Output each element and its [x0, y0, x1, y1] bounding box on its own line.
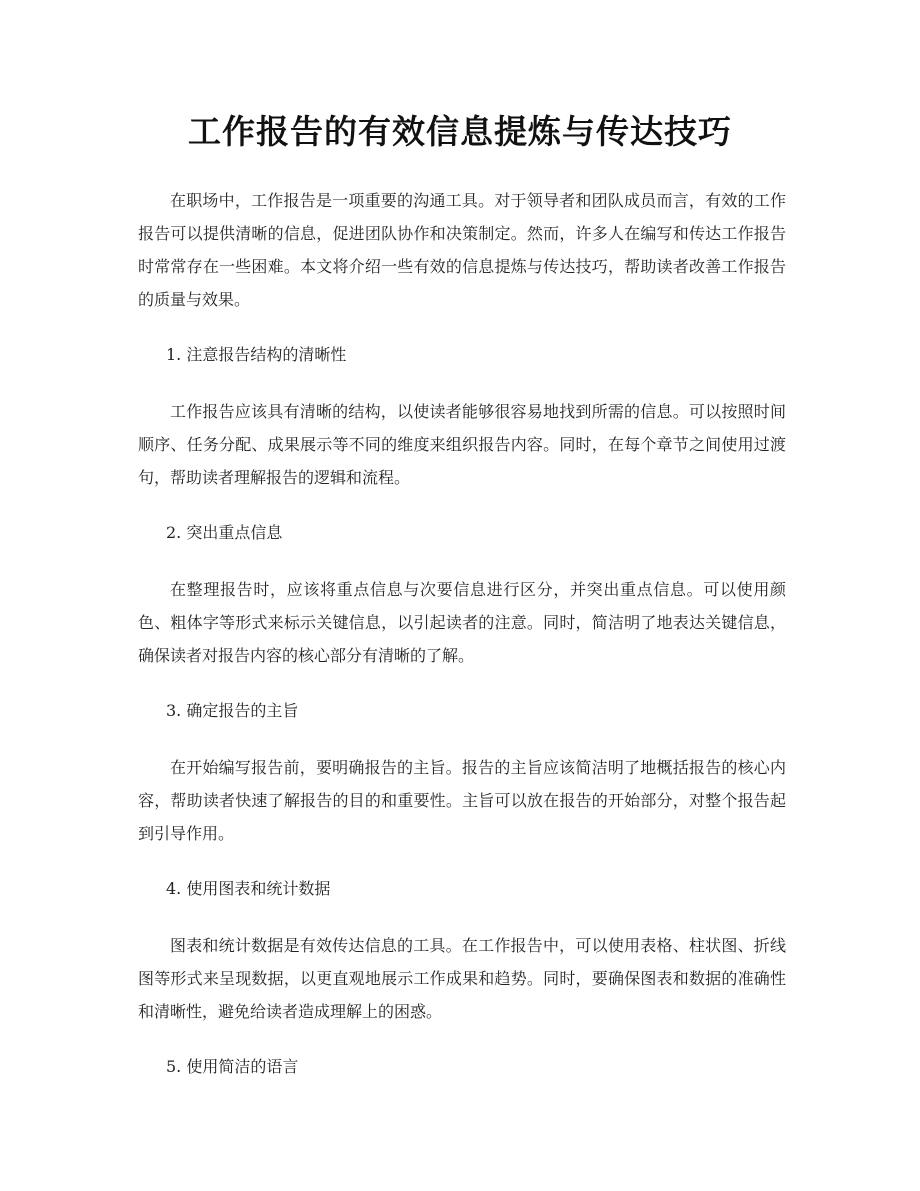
document-body [138, 184, 786, 1107]
section-heading-3: 3. 确定报告的主旨 [166, 701, 299, 720]
intro-paragraph: 在职场中，工作报告是一项重要的沟通工具。对于领导者和团队成员而言，有效的工作报告可以提供清晰的信息，促进团队协作和决策制定。然而，许多人在编写和传达工作报告时常常存在一些困难。本文将介绍一些有效的信息提炼与传达技巧，帮助读者改善工作报告的质量与效果。 [138, 191, 786, 309]
section-paragraph-1: 工作报告应该具有清晰的结构，以使读者能够很容易地找到所需的信息。可以按照时间顺序、任务分配、成果展示等不同的维度来组织报告内容。同时，在每个章节之间使用过渡句，帮助读者理解报告的逻辑和流程。 [138, 402, 786, 487]
section-paragraph-4: 图表和统计数据是有效传达信息的工具。在工作报告中，可以使用表格、柱状图、折线图等形式来呈现数据，以更直观地展示工作成果和趋势。同时，要确保图表和数据的准确性和清晰性，避免给读者造成理解上的困惑。 [138, 936, 786, 1021]
section-paragraph-2: 在整理报告时，应该将重点信息与次要信息进行区分，并突出重点信息。可以使用颜色、粗体字等形式来标示关键信息，以引起读者的注意。同时，简洁明了地表达关键信息，确保读者对报告内容的核心部分有清晰的了解。 [138, 580, 786, 665]
section-heading-2: 2. 突出重点信息 [166, 523, 283, 542]
document-title: 工作报告的有效信息提炼与传达技巧 [188, 112, 732, 151]
section-heading-1: 1. 注意报告结构的清晰性 [166, 345, 347, 364]
section-heading-5: 5. 使用简洁的语言 [166, 1057, 299, 1076]
section-paragraph-3: 在开始编写报告前，要明确报告的主旨。报告的主旨应该简洁明了地概括报告的核心内容，帮助读者快速了解报告的目的和重要性。主旨可以放在报告的开始部分，对整个报告起到引导作用。 [138, 758, 786, 843]
section-heading-4: 4. 使用图表和统计数据 [166, 879, 331, 898]
